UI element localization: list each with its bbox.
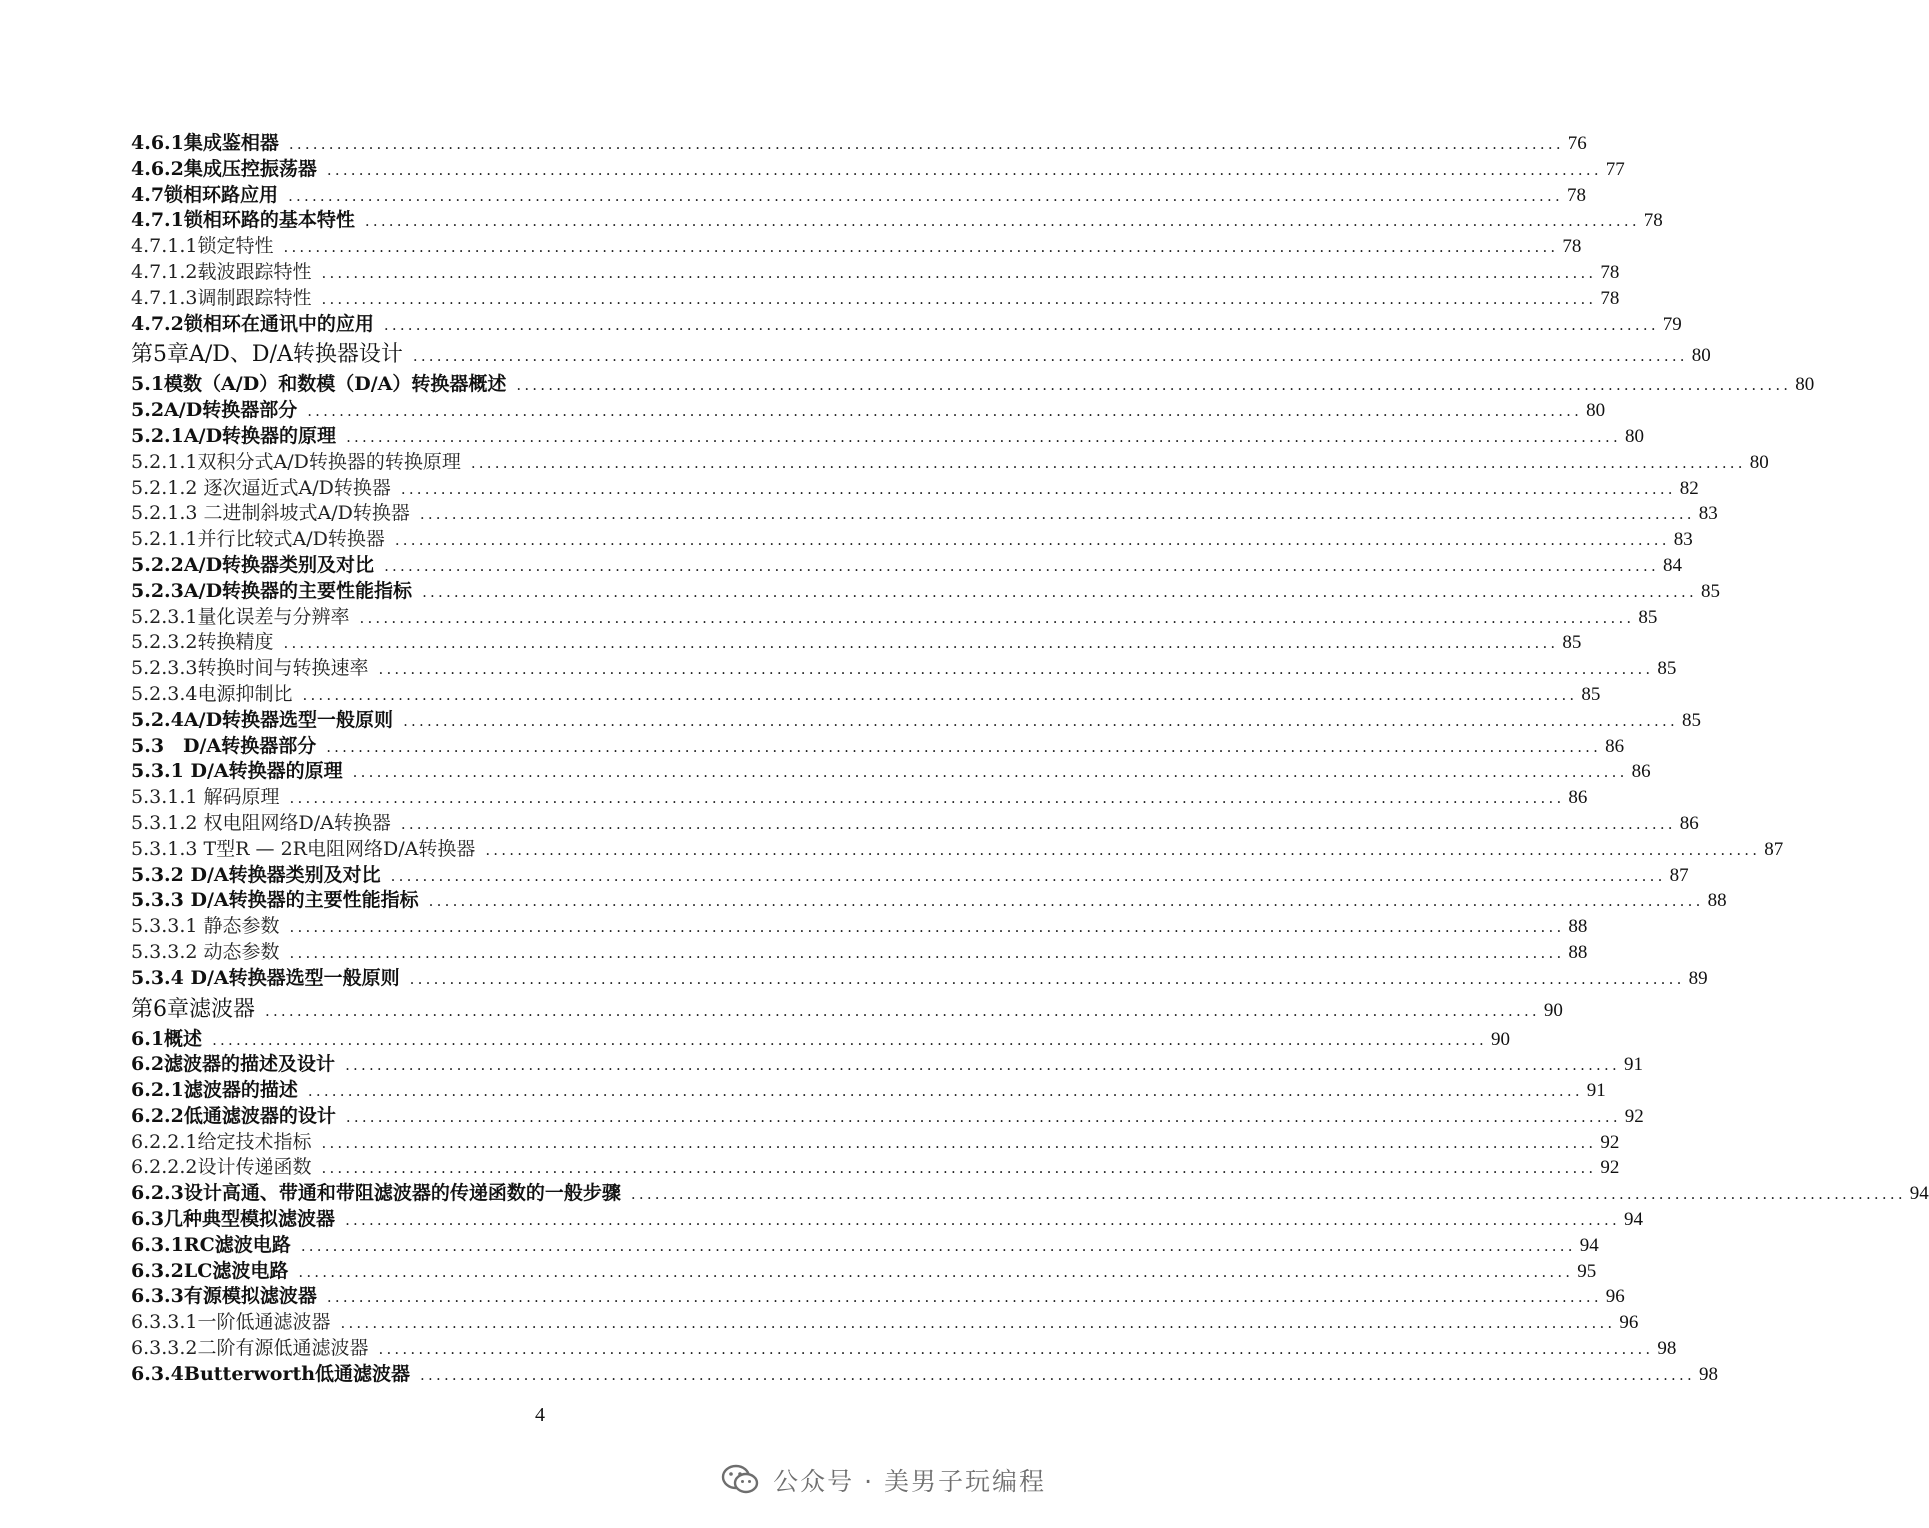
toc-entry-page: 96 (1605, 1286, 1625, 1308)
toc-entry[interactable] (131, 785, 1588, 811)
toc-entry-title: 6.2.1滤波器的描述 (131, 1079, 298, 1102)
toc-entry-title: 5.1模数（A/D）和数模（D/A）转换器概述 (131, 373, 507, 396)
toc-entry[interactable] (131, 1310, 1639, 1336)
toc-entry[interactable] (131, 682, 1601, 708)
toc-leader-dots: ................................................................................................................................................................ (345, 1056, 1620, 1075)
toc-entry-page: 79 (1662, 313, 1682, 335)
toc-entry[interactable] (131, 888, 1727, 914)
toc-entry[interactable] (131, 260, 1620, 286)
toc-leader-dots: ................................................................................................................................................................ (400, 479, 1676, 498)
toc-entry[interactable] (131, 966, 1708, 992)
toc-leader-dots: ................................................................................................................................................................ (346, 427, 1621, 446)
toc-entry-title: 5.2.1A/D转换器的原理 (131, 424, 337, 447)
toc-entry-title: 5.2.3.2转换精度 (131, 631, 274, 654)
toc-entry-page: 98 (1698, 1363, 1718, 1385)
toc-entry-page: 85 (1581, 683, 1601, 705)
toc-entry[interactable] (131, 1233, 1599, 1259)
toc-entry-title: 4.7.1.2载波跟踪特性 (131, 260, 312, 283)
toc-leader-dots: ................................................................................................................................................................ (307, 1082, 1583, 1101)
toc-leader-dots: ................................................................................................................................................................ (289, 789, 1565, 808)
toc-entry[interactable] (131, 476, 1699, 502)
toc-entry-page: 94 (1623, 1209, 1643, 1231)
toc-entry-page: 80 (1691, 345, 1711, 367)
toc-leader-dots: ................................................................................................................................................................ (288, 135, 1564, 153)
toc-entry[interactable] (131, 234, 1582, 260)
toc-entry[interactable] (131, 579, 1720, 605)
toc-entry-title: 6.3.4Butterworth低通滤波器 (131, 1362, 411, 1385)
toc-entry-title: 6.3.3.1一阶低通滤波器 (131, 1311, 331, 1334)
toc-entry-title: 4.7.1.1锁定特性 (131, 235, 274, 258)
toc-entry[interactable] (131, 501, 1718, 527)
toc-leader-dots: ................................................................................................................................................................ (345, 1211, 1620, 1230)
toc-entry-page: 88 (1568, 941, 1588, 963)
toc-entry[interactable] (131, 372, 1815, 398)
toc-entry-title: 第6章滤波器 (131, 996, 255, 1022)
toc-entry-page: 77 (1605, 158, 1625, 180)
toc-entry-page: 76 (1567, 133, 1587, 154)
toc-entry[interactable] (131, 863, 1689, 889)
toc-entry-title: 6.2.2.2设计传递函数 (131, 1156, 312, 1179)
toc-entry-title: 6.3.3.2二阶有源低通滤波器 (131, 1337, 369, 1360)
toc-leader-dots: ................................................................................................................................................................ (394, 531, 1670, 550)
toc-entry-title: 6.2.3设计高通、带通和带阻滤波器的传递函数的一般步骤 (131, 1182, 621, 1205)
toc-entry[interactable] (131, 183, 1586, 209)
toc-entry-page: 78 (1643, 210, 1663, 232)
toc-leader-dots: ................................................................................................................................................................ (420, 1365, 1695, 1384)
toc-entry-title: 4.6.1集成鉴相器 (131, 132, 279, 154)
toc-entry-title: 6.2.2.1给定技术指标 (131, 1130, 312, 1153)
toc-entry-title: 4.7.2锁相环在通讯中的应用 (131, 312, 374, 335)
toc-entry-page: 80 (1586, 400, 1606, 422)
watermark (721, 1462, 1046, 1498)
toc-entry-title: 5.3.2 D/A转换器类别及对比 (131, 863, 381, 886)
toc-entry-page: 91 (1623, 1054, 1643, 1076)
toc-entry-page: 82 (1679, 477, 1699, 499)
toc-entry[interactable] (131, 656, 1677, 682)
toc-entry-title: 5.2.4A/D转换器选型一般原则 (131, 708, 394, 731)
toc-entry-title: 5.2.2A/D转换器类别及对比 (131, 553, 375, 576)
toc-entry-page: 78 (1566, 184, 1586, 206)
toc-leader-dots: ................................................................................................................................................................ (400, 814, 1676, 833)
toc-entry-title: 6.1概述 (131, 1027, 203, 1050)
toc-entry[interactable] (131, 811, 1699, 837)
toc-entry-page: 94 (1579, 1234, 1599, 1256)
toc-entry-page: 92 (1624, 1105, 1644, 1127)
toc-leader-dots: ................................................................................................................................................................ (359, 608, 1635, 627)
toc-leader-dots: ................................................................................................................................................................ (345, 1107, 1621, 1126)
toc-entry-title: 5.3.4 D/A转换器选型一般原则 (131, 966, 400, 989)
toc-entry-title: 5.3.1.1 解码原理 (131, 786, 280, 809)
toc-entry-title: 6.3.1RC滤波电路 (131, 1233, 291, 1256)
toc-leader-dots: ................................................................................................................................................................ (630, 1185, 1906, 1204)
toc-entry-page: 86 (1679, 812, 1699, 834)
toc-entry[interactable] (131, 398, 1606, 424)
toc-leader-dots: ................................................................................................................................................................ (378, 660, 1654, 679)
toc-entry[interactable] (131, 1362, 1718, 1388)
toc-entry-title: 5.3.1.3 T型R — 2R电阻网络D/A转换器 (131, 837, 476, 860)
toc-entry-title: 5.3.3.2 动态参数 (131, 940, 280, 963)
toc-entry-title: 5.2.1.1双积分式A/D转换器的转换原理 (131, 450, 461, 473)
toc-entry-title: 5.2.3A/D转换器的主要性能指标 (131, 579, 413, 602)
toc-entry-title: 5.2.3.3转换时间与转换速率 (131, 657, 369, 680)
toc-leader-dots: ................................................................................................................................................................ (352, 763, 1628, 782)
toc-leader-dots: ................................................................................................................................................................ (428, 892, 1704, 911)
toc-entry[interactable] (131, 914, 1588, 940)
wechat-icon (721, 1464, 759, 1496)
toc-entry-page: 86 (1568, 787, 1588, 809)
toc-leader-dots: ................................................................................................................................................................ (516, 376, 1792, 395)
toc-leader-dots: ................................................................................................................................................................ (298, 1262, 1574, 1281)
toc-leader-dots: ................................................................................................................................................................ (265, 1001, 1540, 1020)
toc-entry-page: 89 (1688, 967, 1708, 989)
toc-entry[interactable] (131, 940, 1588, 966)
toc-entry-page: 87 (1669, 864, 1689, 886)
page-number: 4 (535, 1404, 545, 1426)
toc-entry-page: 85 (1681, 709, 1701, 731)
toc-entry-page: 78 (1600, 261, 1620, 283)
watermark-text: 公众号 · 美男子玩编程 (773, 1467, 1046, 1496)
toc-entry[interactable] (131, 630, 1582, 656)
toc-entry-title: 4.6.2集成压控振荡器 (131, 157, 317, 180)
toc-entry[interactable] (131, 708, 1701, 734)
toc-leader-dots: ................................................................................................................................................................ (409, 969, 1685, 988)
toc-leader-dots: ................................................................................................................................................................ (283, 634, 1559, 653)
toc-entry-page: 96 (1619, 1312, 1639, 1334)
toc-leader-dots: ................................................................................................................................................................ (302, 685, 1578, 704)
toc-entry-page: 92 (1600, 1131, 1620, 1153)
toc-entry-page: 92 (1600, 1157, 1620, 1179)
toc-entry[interactable] (131, 605, 1658, 631)
toc-entry-title: 4.7.1锁相环路的基本特性 (131, 209, 355, 232)
toc-entry-page: 98 (1657, 1338, 1677, 1360)
toc-leader-dots: ................................................................................................................................................................ (412, 347, 1688, 366)
toc-entry-page: 88 (1707, 890, 1727, 912)
toc-leader-dots: ................................................................................................................................................................ (383, 315, 1659, 334)
toc-chapter-entry[interactable] (131, 992, 1563, 1027)
toc-entry[interactable] (131, 1052, 1643, 1078)
toc-entry-title: 5.3.1 D/A转换器的原理 (131, 760, 343, 783)
toc-entry-page: 91 (1586, 1080, 1606, 1102)
toc-entry-page: 80 (1795, 374, 1815, 396)
toc-entry-page: 86 (1631, 761, 1651, 783)
toc-leader-dots: ................................................................................................................................................................ (321, 1133, 1597, 1152)
toc-entry[interactable] (131, 1130, 1620, 1156)
toc-entry-page: 80 (1624, 425, 1644, 447)
toc-entry[interactable] (131, 1027, 1510, 1053)
toc-entry[interactable] (131, 553, 1682, 579)
toc-entry[interactable] (131, 450, 1769, 476)
toc-entry[interactable] (131, 424, 1644, 450)
toc-entry-title: 4.7锁相环路应用 (131, 183, 279, 206)
toc-entry[interactable] (131, 837, 1784, 863)
toc-leader-dots: ................................................................................................................................................................ (340, 1314, 1616, 1333)
toc-entry-title: 5.2A/D转换器部分 (131, 399, 298, 422)
toc-entry-page: 95 (1577, 1260, 1597, 1282)
toc-entry[interactable] (131, 1104, 1644, 1130)
toc-leader-dots: ................................................................................................................................................................ (300, 1236, 1576, 1255)
toc-entry[interactable] (131, 1207, 1643, 1233)
toc-entry-page: 90 (1490, 1028, 1510, 1050)
toc-entry-title: 5.2.3.1量化误差与分辨率 (131, 605, 350, 628)
toc-leader-dots: ................................................................................................................................................................ (384, 556, 1659, 575)
toc-entry-page: 85 (1562, 632, 1582, 654)
toc-entry[interactable] (131, 312, 1682, 338)
toc-entry-title: 6.3几种典型模拟滤波器 (131, 1208, 336, 1231)
toc-entry[interactable] (131, 131, 1587, 157)
toc-leader-dots: ................................................................................................................................................................ (321, 263, 1597, 282)
toc-chapter-entry[interactable] (131, 337, 1711, 372)
toc-leader-dots: ................................................................................................................................................................ (419, 505, 1695, 524)
toc-leader-dots: ................................................................................................................................................................ (307, 402, 1583, 421)
toc-entry[interactable] (131, 1155, 1620, 1181)
toc-entry[interactable] (131, 157, 1625, 183)
toc-entry-page: 85 (1657, 658, 1677, 680)
toc-leader-dots: ................................................................................................................................................................ (289, 918, 1565, 937)
toc-entry[interactable] (131, 1259, 1597, 1285)
toc-entry-title: 5.2.1.2 逐次逼近式A/D转换器 (131, 476, 391, 499)
toc-entry-title: 6.3.3有源模拟滤波器 (131, 1285, 317, 1308)
toc-leader-dots: ................................................................................................................................................................ (390, 866, 1666, 885)
toc-entry[interactable] (131, 286, 1620, 312)
toc-leader-dots: ................................................................................................................................................................ (485, 840, 1761, 859)
toc-entry-page: 84 (1662, 554, 1682, 576)
toc-leader-dots: ................................................................................................................................................................ (321, 1159, 1597, 1178)
toc-entry-page: 86 (1605, 735, 1625, 757)
toc-entry[interactable] (131, 1284, 1625, 1310)
toc-leader-dots: ................................................................................................................................................................ (283, 238, 1559, 257)
toc-leader-dots: ................................................................................................................................................................ (364, 212, 1640, 231)
toc-entry-page: 83 (1673, 529, 1693, 551)
toc-leader-dots: ................................................................................................................................................................ (470, 453, 1746, 472)
toc-leader-dots: ................................................................................................................................................................ (212, 1030, 1487, 1049)
table-of-contents (131, 131, 1929, 1388)
toc-entry[interactable] (131, 734, 1625, 760)
toc-entry[interactable] (131, 1078, 1606, 1104)
toc-entry[interactable] (131, 208, 1663, 234)
toc-entry-title: 5.3.3.1 静态参数 (131, 915, 280, 938)
toc-leader-dots: ................................................................................................................................................................ (326, 160, 1602, 179)
toc-entry-page: 83 (1698, 503, 1718, 525)
toc-entry-title: 6.2滤波器的描述及设计 (131, 1053, 336, 1076)
toc-entry-page: 88 (1568, 916, 1588, 938)
toc-leader-dots: ................................................................................................................................................................ (289, 943, 1565, 962)
toc-entry-page: 87 (1764, 838, 1784, 860)
toc-leader-dots: ................................................................................................................................................................ (321, 289, 1597, 308)
toc-leader-dots: ................................................................................................................................................................ (422, 582, 1697, 601)
toc-entry[interactable] (131, 527, 1693, 553)
toc-leader-dots: ................................................................................................................................................................ (326, 737, 1602, 756)
toc-leader-dots: ................................................................................................................................................................ (288, 186, 1563, 205)
toc-entry-title: 4.7.1.3调制跟踪特性 (131, 286, 312, 309)
toc-entry-title: 5.3.1.2 权电阻网络D/A转换器 (131, 811, 391, 834)
toc-entry[interactable] (131, 1181, 1929, 1207)
toc-entry-title: 5.3.3 D/A转换器的主要性能指标 (131, 889, 419, 912)
toc-entry-title: 5.3 D/A转换器部分 (131, 734, 317, 757)
toc-entry[interactable] (131, 1336, 1677, 1362)
toc-entry-title: 5.2.1.1并行比较式A/D转换器 (131, 528, 385, 551)
toc-entry-title: 6.2.2低通滤波器的设计 (131, 1104, 336, 1127)
toc-entry-page: 94 (1909, 1183, 1929, 1205)
toc-entry-page: 78 (1600, 287, 1620, 309)
toc-entry-page: 80 (1749, 451, 1769, 473)
toc-entry-title: 5.2.3.4电源抑制比 (131, 682, 293, 705)
toc-leader-dots: ................................................................................................................................................................ (403, 711, 1678, 730)
toc-entry-page: 85 (1700, 580, 1720, 602)
toc-entry-title: 第5章A/D、D/A转换器设计 (131, 342, 403, 368)
toc-leader-dots: ................................................................................................................................................................ (378, 1340, 1654, 1359)
toc-entry-page: 85 (1638, 606, 1658, 628)
toc-leader-dots: ................................................................................................................................................................ (326, 1288, 1602, 1307)
toc-entry-page: 90 (1543, 999, 1563, 1021)
toc-entry-title: 5.2.1.3 二进制斜坡式A/D转换器 (131, 502, 410, 525)
toc-entry[interactable] (131, 759, 1651, 785)
toc-entry-title: 6.3.2LC滤波电路 (131, 1259, 289, 1282)
toc-entry-page: 78 (1562, 236, 1582, 258)
